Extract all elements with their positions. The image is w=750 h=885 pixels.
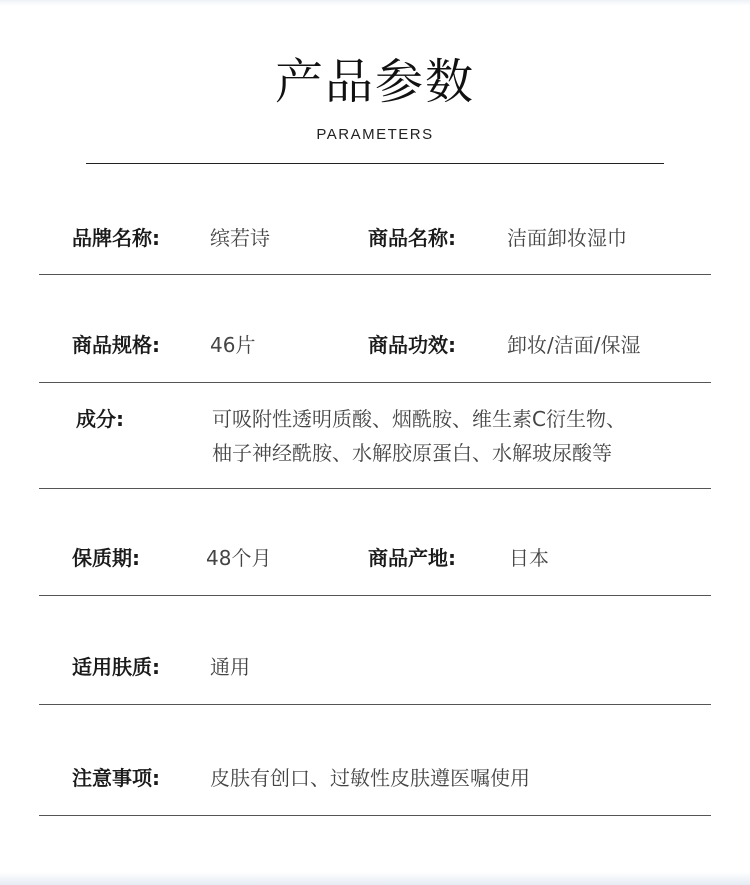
skin-type-label: 适用肤质: — [72, 655, 160, 679]
ingredients-line-1: 可吸附性透明质酸、烟酰胺、维生素C衍生物、 — [212, 407, 626, 431]
spec-label: 商品规格: — [72, 333, 160, 357]
product-name-label: 商品名称: — [368, 226, 456, 250]
row-divider — [39, 488, 711, 489]
row-divider — [39, 595, 711, 596]
efficacy-value: 卸妆/洁面/保湿 — [507, 333, 641, 357]
origin-label: 商品产地: — [368, 546, 456, 570]
row-divider — [39, 815, 711, 816]
skin-type-value: 通用 — [210, 655, 250, 679]
brand-value: 缤若诗 — [210, 226, 270, 250]
shelf-life-value: 48个月 — [206, 546, 272, 570]
efficacy-label: 商品功效: — [368, 333, 456, 357]
product-name-value: 洁面卸妆湿巾 — [507, 226, 627, 250]
brand-label: 品牌名称: — [72, 226, 160, 250]
title-divider — [86, 163, 664, 164]
notes-value: 皮肤有创口、过敏性皮肤遵医嘱使用 — [210, 766, 530, 790]
ingredients-label: 成分: — [76, 407, 124, 431]
origin-value: 日本 — [509, 546, 549, 570]
bottom-decor-band — [0, 872, 750, 885]
notes-label: 注意事项: — [72, 766, 160, 790]
ingredients-value — [212, 402, 702, 470]
row-divider — [39, 704, 711, 705]
row-divider — [39, 274, 711, 275]
page-subtitle: PARAMETERS — [316, 126, 434, 143]
shelf-life-label: 保质期: — [72, 546, 140, 570]
row-divider — [39, 382, 711, 383]
page-title: 产品参数 — [274, 54, 475, 110]
spec-value: 46片 — [210, 333, 256, 357]
top-decor-band — [0, 0, 750, 6]
ingredients-line-2: 柚子神经酰胺、水解胶原蛋白、水解玻尿酸等 — [212, 441, 612, 465]
